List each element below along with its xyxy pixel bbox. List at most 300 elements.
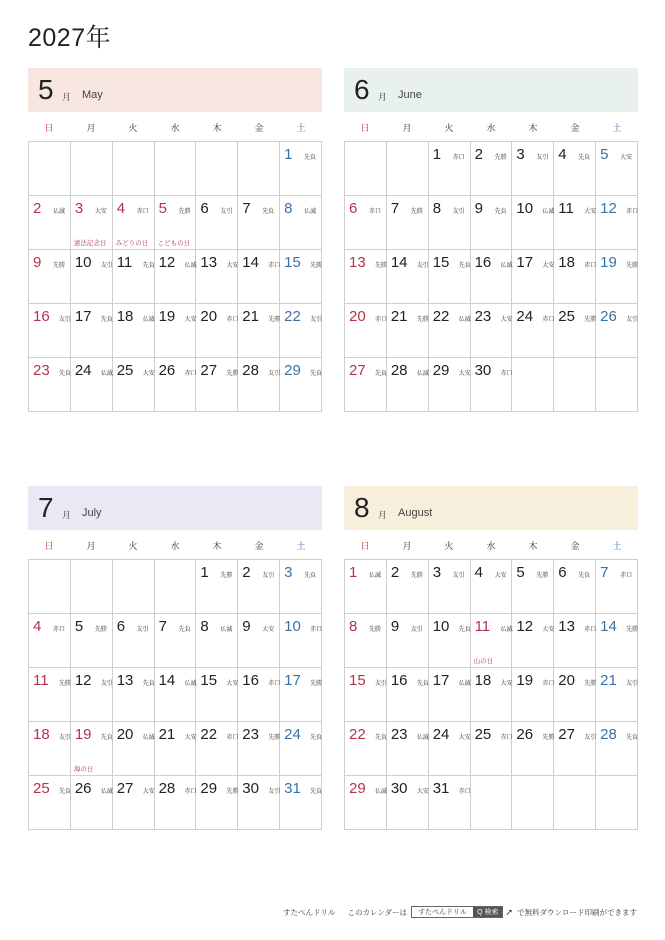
day-number: 15 xyxy=(432,254,450,271)
rokuyo-label: 友引 xyxy=(416,263,429,269)
day-cell xyxy=(512,358,554,412)
day-cell xyxy=(387,196,429,250)
day-number: 13 xyxy=(558,618,575,635)
day-cell xyxy=(345,358,387,412)
weekday-header-row xyxy=(344,534,638,559)
rokuyo-label: 友引 xyxy=(262,573,275,579)
day-cell xyxy=(113,358,155,412)
day-number: 16 xyxy=(242,672,259,689)
weekday-label: 月 xyxy=(86,541,96,551)
day-number: 18 xyxy=(116,308,134,325)
day-number: 30 xyxy=(474,362,492,379)
day-cell xyxy=(29,250,71,304)
day-cell xyxy=(596,196,638,250)
day-cell xyxy=(280,304,322,358)
day-number: 14 xyxy=(242,254,259,271)
day-cell xyxy=(345,304,387,358)
weekday-label: 火 xyxy=(444,541,454,551)
rokuyo-label: 友引 xyxy=(268,371,281,377)
rokuyo-label: 先勝 xyxy=(626,263,639,269)
weekday-label: 金 xyxy=(254,123,264,133)
day-cell xyxy=(512,722,554,776)
day-cell xyxy=(113,560,155,614)
rokuyo-label: 仏滅 xyxy=(375,789,388,795)
weekday-label: 土 xyxy=(296,541,306,551)
day-number: 23 xyxy=(33,362,50,379)
month-number: 8 xyxy=(354,492,370,523)
day-grid xyxy=(28,559,322,830)
weekday-label: 水 xyxy=(170,541,180,551)
day-cell xyxy=(155,722,197,776)
day-cell xyxy=(29,776,71,830)
rokuyo-label: 先勝 xyxy=(226,371,239,377)
rokuyo-label: 大安 xyxy=(458,735,471,741)
day-cell xyxy=(113,250,155,304)
day-cell xyxy=(512,776,554,830)
rokuyo-label: 友引 xyxy=(59,317,72,323)
day-cell xyxy=(113,304,155,358)
rokuyo-label: 先負 xyxy=(458,627,471,633)
day-number: 2 xyxy=(33,200,42,217)
weekday-label: 火 xyxy=(128,123,138,133)
rokuyo-label: 大安 xyxy=(416,789,429,795)
day-cell xyxy=(113,668,155,722)
month-kanji: 月 xyxy=(378,510,388,520)
day-cell xyxy=(29,196,71,250)
day-cell xyxy=(512,304,554,358)
rokuyo-label: 先勝 xyxy=(59,681,72,687)
cursor-icon: ➚ xyxy=(505,906,513,917)
rokuyo-label: 先勝 xyxy=(369,627,382,633)
day-number: 9 xyxy=(474,200,483,217)
weekday-label: 木 xyxy=(528,123,538,133)
rokuyo-label: 友引 xyxy=(220,209,233,215)
day-number: 20 xyxy=(116,726,134,743)
rokuyo-label: 仏滅 xyxy=(500,263,513,269)
day-cell xyxy=(71,304,113,358)
holiday-name: みどりの日 xyxy=(115,240,149,247)
day-cell xyxy=(596,722,638,776)
day-cell xyxy=(345,776,387,830)
day-grid xyxy=(344,559,638,830)
day-cell xyxy=(345,614,387,668)
rokuyo-label: 赤口 xyxy=(310,627,323,633)
day-cell xyxy=(345,722,387,776)
rokuyo-label: 赤口 xyxy=(184,371,197,377)
day-cell xyxy=(554,722,596,776)
day-number: 26 xyxy=(74,780,92,797)
day-number: 31 xyxy=(284,780,301,797)
day-cell xyxy=(280,196,322,250)
day-cell xyxy=(596,560,638,614)
day-cell xyxy=(429,776,471,830)
weekday-label: 月 xyxy=(402,123,412,133)
day-number: 7 xyxy=(158,618,167,635)
holiday-name: 山の日 xyxy=(473,658,494,665)
rokuyo-label: 友引 xyxy=(375,681,388,687)
rokuyo-label: 先勝 xyxy=(536,573,549,579)
rokuyo-label: 先負 xyxy=(262,209,275,215)
day-cell xyxy=(155,668,197,722)
day-number: 23 xyxy=(390,726,408,743)
day-number: 1 xyxy=(284,146,293,163)
day-number: 10 xyxy=(284,618,301,635)
day-cell xyxy=(238,250,280,304)
day-number: 20 xyxy=(349,308,366,325)
month-number: 7 xyxy=(38,492,54,523)
day-cell xyxy=(345,560,387,614)
rokuyo-label: 先負 xyxy=(142,263,155,269)
day-cell xyxy=(429,250,471,304)
day-cell xyxy=(429,560,471,614)
month-august xyxy=(344,486,638,830)
rokuyo-label: 仏滅 xyxy=(184,681,197,687)
rokuyo-label: 赤口 xyxy=(268,263,281,269)
rokuyo-label: 先負 xyxy=(375,371,388,377)
day-cell xyxy=(238,358,280,412)
day-cell xyxy=(345,668,387,722)
day-number: 25 xyxy=(558,308,575,325)
day-number: 19 xyxy=(516,672,534,689)
day-cell xyxy=(596,668,638,722)
footer-site-name: すたぺんドリル xyxy=(283,907,336,917)
rokuyo-label: 大安 xyxy=(262,627,275,633)
day-cell xyxy=(387,614,429,668)
day-cell xyxy=(280,250,322,304)
weekday-label: 金 xyxy=(254,541,264,551)
day-number: 4 xyxy=(558,146,567,163)
day-cell xyxy=(512,196,554,250)
rokuyo-label: 先勝 xyxy=(494,155,507,161)
weekday-header-row xyxy=(28,116,322,141)
rokuyo-label: 赤口 xyxy=(375,317,388,323)
day-cell xyxy=(554,614,596,668)
day-cell xyxy=(554,560,596,614)
rokuyo-label: 赤口 xyxy=(226,317,239,323)
day-cell xyxy=(471,560,513,614)
day-number: 15 xyxy=(200,672,218,689)
day-number: 24 xyxy=(432,726,450,743)
rokuyo-label: 先勝 xyxy=(178,209,191,215)
day-cell xyxy=(280,142,322,196)
day-cell xyxy=(471,304,513,358)
rokuyo-label: 大安 xyxy=(226,263,239,269)
month-number: 5 xyxy=(38,74,54,105)
rokuyo-label: 先勝 xyxy=(410,573,423,579)
day-cell xyxy=(71,142,113,196)
day-number: 9 xyxy=(390,618,400,635)
rokuyo-label: 友引 xyxy=(268,789,281,795)
day-number: 22 xyxy=(284,308,301,325)
day-number: 24 xyxy=(74,362,92,379)
weekday-label: 火 xyxy=(128,541,138,551)
day-number: 28 xyxy=(242,362,259,379)
day-number: 21 xyxy=(390,308,408,325)
day-cell xyxy=(155,560,197,614)
rokuyo-label: 先負 xyxy=(304,155,317,161)
rokuyo-label: 先負 xyxy=(59,371,72,377)
rokuyo-label: 大安 xyxy=(142,371,155,377)
weekday-label: 木 xyxy=(212,541,222,551)
rokuyo-label: 先勝 xyxy=(310,263,323,269)
day-number: 17 xyxy=(284,672,301,689)
day-number: 8 xyxy=(432,200,442,217)
month-july xyxy=(28,486,322,830)
day-cell xyxy=(113,142,155,196)
day-cell xyxy=(596,304,638,358)
rokuyo-label: 赤口 xyxy=(458,789,471,795)
month-number: 6 xyxy=(354,74,370,105)
day-cell xyxy=(196,196,238,250)
day-grid xyxy=(28,141,322,412)
rokuyo-label: 仏滅 xyxy=(304,209,317,215)
rokuyo-label: 先勝 xyxy=(410,209,423,215)
day-number: 27 xyxy=(116,780,134,797)
day-number: 1 xyxy=(200,564,209,581)
day-cell xyxy=(155,196,197,250)
day-cell xyxy=(155,250,197,304)
day-number: 25 xyxy=(116,362,134,379)
rokuyo-label: 大安 xyxy=(494,573,507,579)
day-cell xyxy=(512,142,554,196)
day-cell xyxy=(113,722,155,776)
weekday-label: 木 xyxy=(212,123,222,133)
rokuyo-label: 仏滅 xyxy=(100,371,113,377)
rokuyo-label: 大安 xyxy=(94,209,107,215)
weekday-label: 日 xyxy=(360,123,370,133)
month-header xyxy=(344,68,638,112)
day-cell xyxy=(238,196,280,250)
rokuyo-label: 先負 xyxy=(310,789,323,795)
month-header xyxy=(28,486,322,530)
day-grid xyxy=(344,141,638,412)
rokuyo-label: 仏滅 xyxy=(458,317,471,323)
day-cell xyxy=(196,614,238,668)
day-number: 1 xyxy=(432,146,442,163)
day-cell xyxy=(387,722,429,776)
day-number: 3 xyxy=(284,564,293,581)
day-cell xyxy=(512,668,554,722)
day-number: 11 xyxy=(474,618,491,635)
rokuyo-label: 先負 xyxy=(178,627,191,633)
day-number: 13 xyxy=(116,672,134,689)
rokuyo-label: 仏滅 xyxy=(142,735,155,741)
day-number: 6 xyxy=(116,618,126,635)
day-cell xyxy=(71,196,113,250)
day-number: 29 xyxy=(432,362,450,379)
month-may xyxy=(28,68,322,412)
day-cell xyxy=(155,142,197,196)
rokuyo-label: 先負 xyxy=(458,263,471,269)
holiday-name: 海の日 xyxy=(73,766,94,773)
day-cell xyxy=(429,196,471,250)
rokuyo-label: 仏滅 xyxy=(458,681,471,687)
day-number: 4 xyxy=(116,200,126,217)
day-cell xyxy=(280,722,322,776)
day-number: 23 xyxy=(474,308,492,325)
search-box[interactable] xyxy=(411,906,503,918)
rokuyo-label: 赤口 xyxy=(542,317,555,323)
rokuyo-label: 友引 xyxy=(310,317,323,323)
day-cell xyxy=(280,560,322,614)
day-number: 28 xyxy=(390,362,408,379)
day-cell xyxy=(387,668,429,722)
day-number: 8 xyxy=(284,200,293,217)
day-cell xyxy=(429,304,471,358)
rokuyo-label: 先負 xyxy=(416,681,429,687)
search-button[interactable]: Q 検索 xyxy=(473,907,502,917)
rokuyo-label: 友引 xyxy=(410,627,423,633)
day-number: 28 xyxy=(158,780,176,797)
day-number: 7 xyxy=(390,200,400,217)
rokuyo-label: 赤口 xyxy=(452,155,465,161)
weekday-label: 木 xyxy=(528,541,538,551)
rokuyo-label: 仏滅 xyxy=(220,627,233,633)
day-cell xyxy=(155,776,197,830)
day-number: 17 xyxy=(432,672,450,689)
day-number: 11 xyxy=(33,672,49,689)
rokuyo-label: 大安 xyxy=(184,735,197,741)
rokuyo-label: 友引 xyxy=(536,155,549,161)
day-cell xyxy=(196,776,238,830)
rokuyo-label: 先負 xyxy=(310,371,323,377)
day-number: 2 xyxy=(390,564,400,581)
rokuyo-label: 大安 xyxy=(500,317,513,323)
day-number: 29 xyxy=(284,362,301,379)
month-english-name: July xyxy=(82,507,102,519)
day-cell xyxy=(554,196,596,250)
rokuyo-label: 先勝 xyxy=(268,317,281,323)
day-number: 26 xyxy=(158,362,176,379)
day-number: 22 xyxy=(200,726,218,743)
rokuyo-label: 友引 xyxy=(626,681,639,687)
rokuyo-label: 大安 xyxy=(584,209,597,215)
rokuyo-label: 友引 xyxy=(584,735,597,741)
weekday-label: 土 xyxy=(296,123,306,133)
weekday-label: 金 xyxy=(570,123,580,133)
day-cell xyxy=(471,776,513,830)
rokuyo-label: 先負 xyxy=(100,317,113,323)
rokuyo-label: 仏滅 xyxy=(500,627,513,633)
day-cell xyxy=(29,304,71,358)
day-number: 19 xyxy=(74,726,92,743)
day-number: 14 xyxy=(600,618,617,635)
rokuyo-label: 赤口 xyxy=(584,627,597,633)
rokuyo-label: 仏滅 xyxy=(184,263,197,269)
day-number: 16 xyxy=(474,254,492,271)
rokuyo-label: 友引 xyxy=(626,317,639,323)
rokuyo-label: 大安 xyxy=(542,263,555,269)
weekday-label: 水 xyxy=(170,123,180,133)
day-number: 11 xyxy=(558,200,574,217)
weekday-label: 月 xyxy=(86,123,96,133)
rokuyo-label: 赤口 xyxy=(226,735,239,741)
rokuyo-label: 赤口 xyxy=(268,681,281,687)
day-number: 5 xyxy=(158,200,167,217)
search-input[interactable]: すたぺんドリル xyxy=(412,907,473,917)
day-number: 24 xyxy=(516,308,534,325)
rokuyo-label: 仏滅 xyxy=(416,371,429,377)
day-cell xyxy=(196,304,238,358)
rokuyo-label: 友引 xyxy=(136,627,149,633)
day-cell xyxy=(554,358,596,412)
day-cell xyxy=(155,614,197,668)
day-cell xyxy=(280,668,322,722)
day-number: 24 xyxy=(284,726,301,743)
day-number: 4 xyxy=(33,618,42,635)
weekday-label: 土 xyxy=(612,123,622,133)
day-number: 3 xyxy=(516,146,525,163)
day-cell xyxy=(238,776,280,830)
day-number: 25 xyxy=(33,780,50,797)
day-number: 21 xyxy=(158,726,176,743)
day-number: 27 xyxy=(200,362,218,379)
day-cell xyxy=(512,614,554,668)
day-cell xyxy=(512,560,554,614)
weekday-header-row xyxy=(344,116,638,141)
day-cell xyxy=(238,304,280,358)
day-number: 9 xyxy=(33,254,42,271)
day-cell xyxy=(471,722,513,776)
day-cell xyxy=(387,142,429,196)
rokuyo-label: 先勝 xyxy=(542,735,555,741)
rokuyo-label: 友引 xyxy=(452,573,465,579)
day-number: 30 xyxy=(390,780,408,797)
day-cell xyxy=(29,668,71,722)
day-cell xyxy=(155,304,197,358)
day-number: 27 xyxy=(558,726,575,743)
day-cell xyxy=(554,776,596,830)
day-number: 22 xyxy=(432,308,450,325)
day-number: 5 xyxy=(516,564,525,581)
day-number: 17 xyxy=(516,254,534,271)
weekday-label: 月 xyxy=(402,541,412,551)
rokuyo-label: 赤口 xyxy=(500,371,513,377)
day-number: 28 xyxy=(600,726,617,743)
day-cell xyxy=(71,250,113,304)
rokuyo-label: 先勝 xyxy=(310,681,323,687)
day-number: 29 xyxy=(200,780,218,797)
month-english-name: August xyxy=(398,507,433,519)
day-cell xyxy=(345,196,387,250)
day-number: 3 xyxy=(74,200,84,217)
day-number: 3 xyxy=(432,564,442,581)
day-number: 10 xyxy=(74,254,92,271)
rokuyo-label: 先勝 xyxy=(416,317,429,323)
day-cell xyxy=(387,358,429,412)
day-cell xyxy=(554,668,596,722)
day-cell xyxy=(71,668,113,722)
rokuyo-label: 先勝 xyxy=(584,317,597,323)
day-cell xyxy=(345,250,387,304)
day-cell xyxy=(196,560,238,614)
day-cell xyxy=(196,668,238,722)
weekday-label: 日 xyxy=(44,541,54,551)
day-cell xyxy=(387,560,429,614)
rokuyo-label: 赤口 xyxy=(136,209,149,215)
rokuyo-label: 先負 xyxy=(304,573,317,579)
rokuyo-label: 大安 xyxy=(542,627,555,633)
day-cell xyxy=(471,196,513,250)
holiday-name: こどもの日 xyxy=(157,240,191,247)
month-header xyxy=(28,68,322,112)
day-cell xyxy=(71,560,113,614)
day-cell xyxy=(596,250,638,304)
day-cell xyxy=(71,614,113,668)
rokuyo-label: 先勝 xyxy=(584,681,597,687)
month-english-name: May xyxy=(82,89,103,101)
day-number: 29 xyxy=(349,780,366,797)
